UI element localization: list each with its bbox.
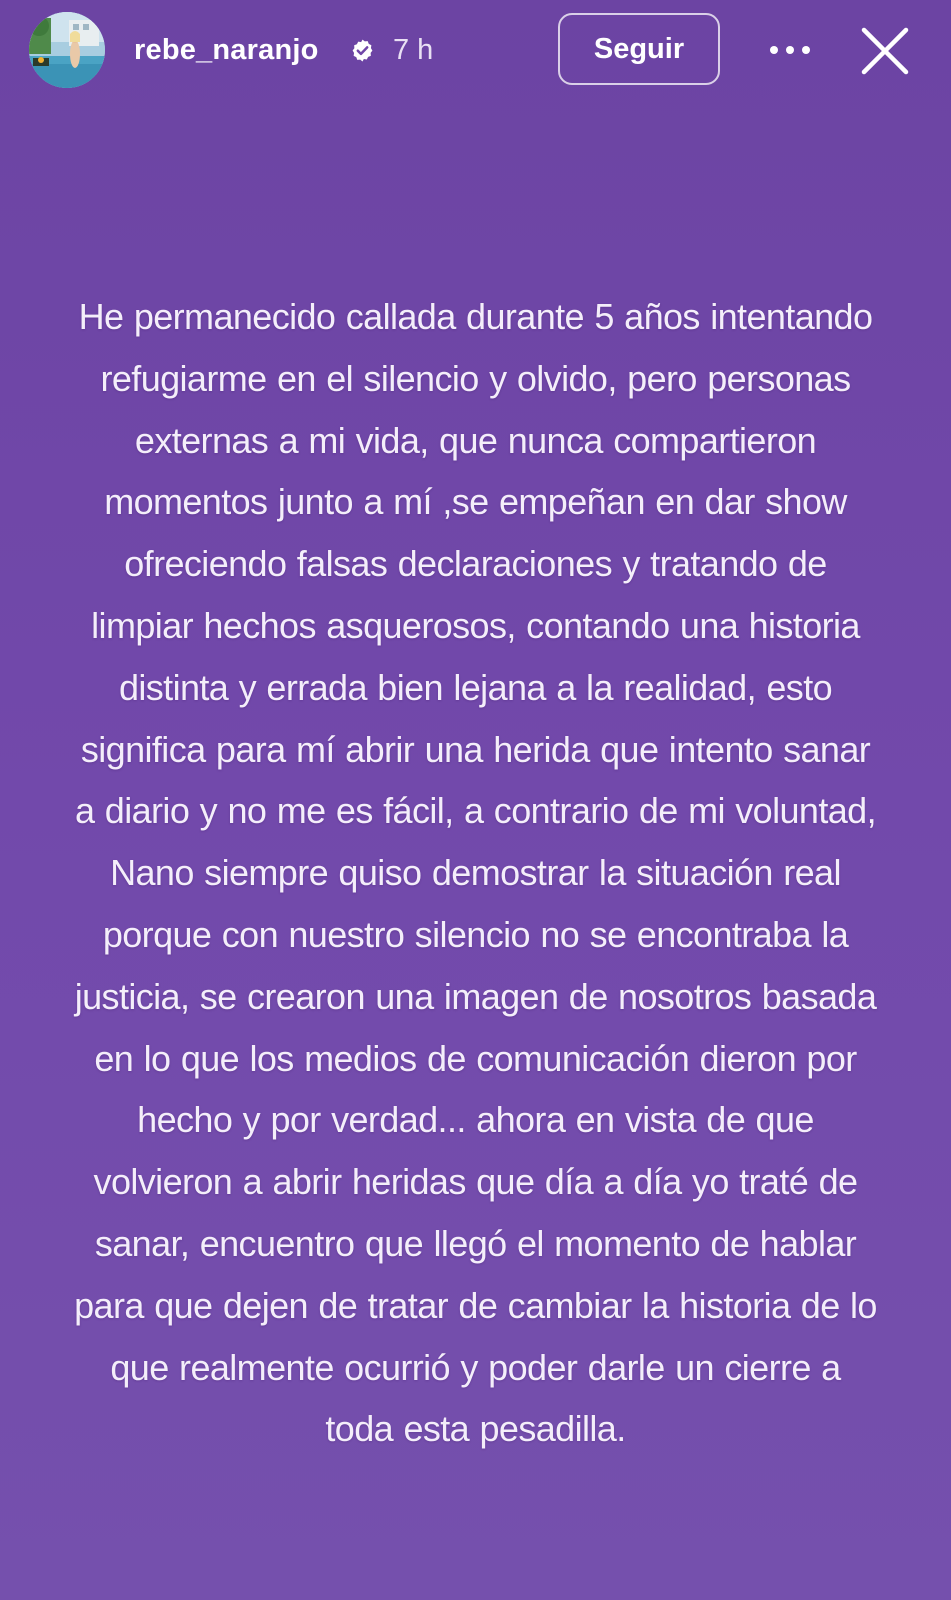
avatar[interactable] bbox=[29, 12, 105, 88]
story-text-line: para que dejen de tratar de cambiar la historia de lo bbox=[74, 1284, 877, 1326]
story-text-line: distinta y errada bien lejana a la realidad, esto bbox=[118, 666, 833, 708]
story-text-line: limpiar hechos asquerosos, contando una historia bbox=[91, 604, 860, 646]
story-text-line: sanar, encuentro que llegó el momento de hablar bbox=[94, 1222, 857, 1264]
more-options-button[interactable] bbox=[765, 30, 815, 70]
story-text-line: porque con nuestro silencio no se encontraba la bbox=[102, 913, 849, 955]
story-text-line: He permanecido callada durante 5 años intentando bbox=[78, 296, 873, 337]
story-text-line: momentos junto a mí ,se empeñan en dar show bbox=[104, 481, 847, 523]
close-button[interactable] bbox=[858, 24, 912, 78]
story-text-line: refugiarme en el silencio y olvido, pero personas bbox=[100, 357, 851, 399]
story-text-line: ofreciendo falsas declaraciones y tratando de bbox=[124, 543, 827, 585]
post-time: 7 h bbox=[393, 34, 434, 66]
close-icon bbox=[858, 24, 912, 78]
story-text bbox=[40, 286, 911, 1460]
story-header bbox=[0, 0, 951, 100]
avatar-image bbox=[29, 12, 105, 88]
story-text-line: que realmente ocurrió y poder darle un cierre a bbox=[110, 1346, 841, 1388]
story-text-line: toda esta pesadilla. bbox=[325, 1408, 626, 1450]
follow-button[interactable]: Seguir bbox=[558, 13, 720, 85]
username[interactable]: rebe_naranjo bbox=[134, 34, 319, 66]
story-text-line: justicia, se crearon una imagen de nosotros basada bbox=[74, 975, 877, 1017]
story-text-line: significa para mí abrir una herida que intento sanar bbox=[80, 728, 871, 770]
more-horizontal-icon bbox=[765, 30, 815, 70]
story-text-line: externas a mi vida, que nunca compartieron bbox=[134, 419, 817, 461]
story-text-line: Nano siempre quiso demostrar la situación real bbox=[110, 852, 841, 894]
verified-badge-icon bbox=[350, 38, 375, 63]
story-text-line: volvieron a abrir heridas que día a día yo traté de bbox=[93, 1161, 858, 1203]
story-text-line: a diario y no me es fácil, a contrario de mi voluntad, bbox=[74, 790, 876, 832]
story-text-line: hecho y por verdad... ahora en vista de que bbox=[137, 1099, 814, 1141]
story-text-line: en lo que los medios de comunicación dieron por bbox=[94, 1037, 857, 1079]
